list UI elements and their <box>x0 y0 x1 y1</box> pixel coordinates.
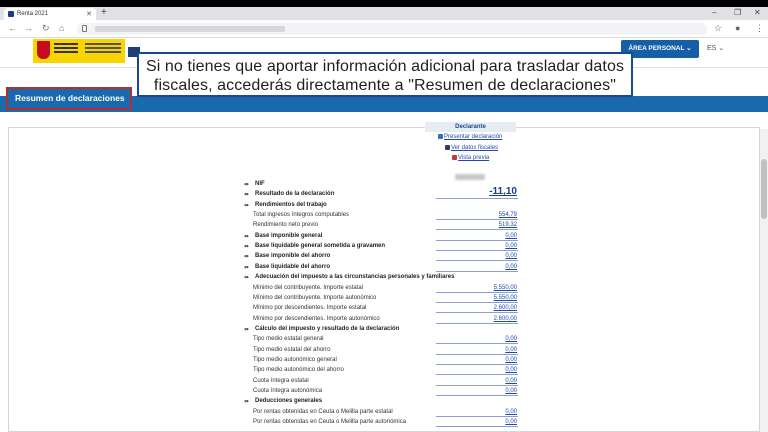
minimize-button[interactable]: – <box>712 8 717 17</box>
value-underline <box>436 292 518 293</box>
row-label: Mínimo por descendientes. Importe autonómico <box>253 315 380 322</box>
tab-renta[interactable] <box>4 8 96 20</box>
row-value[interactable]: 0,00 <box>505 336 517 343</box>
value-underline <box>436 198 518 199</box>
result-value[interactable]: -11,10 <box>489 186 517 198</box>
summary-row <box>244 325 518 334</box>
scrollbar-thumb[interactable] <box>761 159 767 219</box>
row-label: Tipo medio autonómico del ahorro <box>253 367 344 374</box>
coat-of-arms-icon <box>37 41 50 59</box>
presentar-label: Presentar declaración <box>444 134 503 140</box>
ver-datos-link[interactable] <box>445 144 498 152</box>
summary-row <box>244 315 518 324</box>
window-close-button[interactable]: ✕ <box>754 8 761 17</box>
row-label: Base imponible general <box>255 232 323 239</box>
expand-arrow-icon[interactable]: ⬌ <box>244 182 250 188</box>
summary-row <box>244 273 518 282</box>
expand-arrow-icon[interactable]: ⬌ <box>244 202 250 209</box>
row-value[interactable]: 5.550,00 <box>493 294 517 301</box>
row-value[interactable]: 519,32 <box>498 222 517 229</box>
banner-line-1: Si no tienes que aportar información adicional para trasladar datos <box>145 58 625 75</box>
summary-row <box>244 408 518 417</box>
value-underline <box>436 343 518 344</box>
row-label: Mínimo del contribuyente. Importe estatal <box>253 284 364 291</box>
expand-arrow-icon[interactable]: ⬌ <box>244 399 250 406</box>
home-button[interactable]: ⌂ <box>59 23 65 33</box>
summary-row <box>244 263 518 272</box>
back-button[interactable]: ← <box>8 23 17 33</box>
summary-row <box>244 335 518 344</box>
expand-arrow-icon[interactable]: ⬌ <box>244 326 250 333</box>
value-underline <box>436 416 518 417</box>
bookmark-star-icon[interactable]: ☆ <box>714 23 723 33</box>
summary-row <box>244 284 518 293</box>
url-redacted <box>95 26 285 32</box>
row-label: Deducciones generales <box>255 398 323 405</box>
expand-arrow-icon[interactable]: ⬌ <box>244 233 250 240</box>
declarante-header: Declarante <box>425 122 516 132</box>
value-underline <box>436 229 518 230</box>
restore-button[interactable]: ❐ <box>734 8 742 17</box>
value-underline <box>436 240 518 241</box>
row-value[interactable]: 0,00 <box>505 346 517 353</box>
value-underline <box>436 395 518 396</box>
pdf-icon <box>452 155 457 160</box>
scrollbar[interactable] <box>760 129 768 432</box>
value-underline <box>436 364 518 365</box>
browser-window <box>0 7 768 432</box>
menu-icon[interactable]: ⋮ <box>755 23 764 33</box>
row-label: Mínimo del contribuyente. Importe autonómico <box>253 294 377 301</box>
row-value[interactable]: 0,00 <box>505 263 517 270</box>
summary-row <box>244 180 518 189</box>
summary-row <box>244 221 518 230</box>
row-value[interactable]: 2.600,00 <box>493 305 517 312</box>
summary-row <box>244 346 518 355</box>
row-label: Rendimiento neto previo <box>253 222 319 229</box>
row-label: Cuota íntegra autonómica <box>253 388 323 394</box>
summary-row <box>244 294 518 303</box>
person-icon <box>445 145 450 150</box>
value-underline <box>436 385 518 386</box>
area-personal-button[interactable]: ÁREA PERSONAL ⌄ <box>621 40 699 58</box>
vista-previa-label: Vista previa <box>458 155 490 161</box>
info-banner <box>137 52 633 97</box>
value-underline <box>436 426 518 427</box>
ver-datos-label: Ver datos fiscales <box>451 145 499 151</box>
value-underline <box>436 323 518 324</box>
summary-row <box>244 304 518 313</box>
row-label: Tipo medio autonómico general <box>253 356 337 363</box>
row-label: Tipo medio estatal general <box>253 336 324 343</box>
expand-arrow-icon[interactable]: ⬌ <box>244 244 250 251</box>
expand-arrow-icon[interactable]: ⬌ <box>244 275 250 282</box>
row-value[interactable]: 0,00 <box>505 243 517 250</box>
value-underline <box>436 374 518 375</box>
summary-row <box>244 252 518 261</box>
row-label: Por rentas obtenidas en Ceuta o Melilla parte autonómica <box>253 419 407 426</box>
banner-line-2: fiscales, accederás directamente a "Resumen de declaraciones" <box>153 77 617 94</box>
summary-row <box>244 211 518 220</box>
tab-strip <box>0 7 768 20</box>
browser-toolbar <box>0 20 768 38</box>
summary-row <box>244 232 518 241</box>
ministry-text <box>85 43 121 57</box>
row-label: Rendimientos del trabajo <box>255 201 327 208</box>
forward-button[interactable]: → <box>24 23 33 33</box>
lock-icon <box>82 25 87 32</box>
expand-arrow-icon[interactable]: ⬌ <box>244 192 250 199</box>
row-label: Base liquidable del ahorro <box>255 263 331 270</box>
expand-arrow-icon[interactable]: ⬌ <box>244 254 250 261</box>
value-underline <box>436 302 518 303</box>
summary-row <box>244 377 518 386</box>
row-value[interactable]: 0,00 <box>505 388 517 394</box>
row-value[interactable]: 0,00 <box>505 408 517 415</box>
value-underline <box>436 312 518 313</box>
summary-row <box>244 186 518 199</box>
vista-previa-link[interactable] <box>452 154 489 162</box>
row-value[interactable]: 0,00 <box>505 377 517 384</box>
row-label: Por rentas obtenidas en Ceuta o Melilla parte estatal <box>253 408 393 415</box>
row-value[interactable]: 554,79 <box>498 212 517 219</box>
page-title: Resumen de declaraciones <box>6 87 132 110</box>
value-underline <box>436 260 518 261</box>
logo-text <box>54 43 78 57</box>
summary-row <box>244 356 518 365</box>
row-value[interactable]: 0,00 <box>505 232 517 239</box>
row-value[interactable]: 5.550,00 <box>493 284 517 291</box>
profile-icon[interactable]: ● <box>735 23 741 33</box>
address-bar[interactable] <box>77 23 707 35</box>
expand-arrow-icon[interactable]: ⬌ <box>244 264 250 271</box>
row-label: Total ingresos íntegros computables <box>253 212 350 219</box>
row-value[interactable]: 0,00 <box>505 367 517 374</box>
row-label: Cuota íntegra estatal <box>253 377 309 384</box>
summary-row <box>244 242 518 251</box>
row-label: Base liquidable general sometida a gravamen <box>255 243 386 250</box>
summary-row <box>244 201 518 210</box>
row-value[interactable]: 2.600,00 <box>493 315 517 322</box>
value-underline <box>436 271 518 272</box>
reload-button[interactable]: ↻ <box>42 23 50 33</box>
value-underline <box>436 354 518 355</box>
tab-close-icon[interactable]: ✕ <box>86 11 92 18</box>
row-label: Resultado de la declaración <box>255 191 335 198</box>
row-label: Cálculo del impuesto y resultado de la declaración <box>255 325 400 332</box>
site-favicon-icon <box>8 11 14 17</box>
value-underline <box>436 250 518 251</box>
row-label: NIF <box>255 181 265 187</box>
row-value[interactable]: 0,00 <box>505 419 517 426</box>
row-label: Mínimo por descendientes. Importe estatal <box>253 305 367 312</box>
summary-row <box>244 387 518 396</box>
send-icon <box>438 134 443 139</box>
row-label: Base imponible del ahorro <box>255 253 331 260</box>
summary-row <box>244 366 518 375</box>
row-value[interactable]: 0,00 <box>505 356 517 363</box>
summary-row <box>244 397 518 406</box>
row-value[interactable]: 0,00 <box>505 253 517 260</box>
new-tab-button[interactable]: + <box>101 7 107 18</box>
row-label: Adecuación del impuesto a las circunstancias personales y familiares <box>255 274 455 281</box>
tab-title: Renta 2021 <box>17 11 49 17</box>
value-underline <box>436 219 518 220</box>
row-label: Tipo medio estatal del ahorro <box>253 346 331 353</box>
presentar-link[interactable] <box>438 133 502 141</box>
summary-row <box>244 418 518 427</box>
language-selector[interactable]: ES ⌄ <box>707 45 725 52</box>
gobierno-logo[interactable] <box>33 39 125 63</box>
